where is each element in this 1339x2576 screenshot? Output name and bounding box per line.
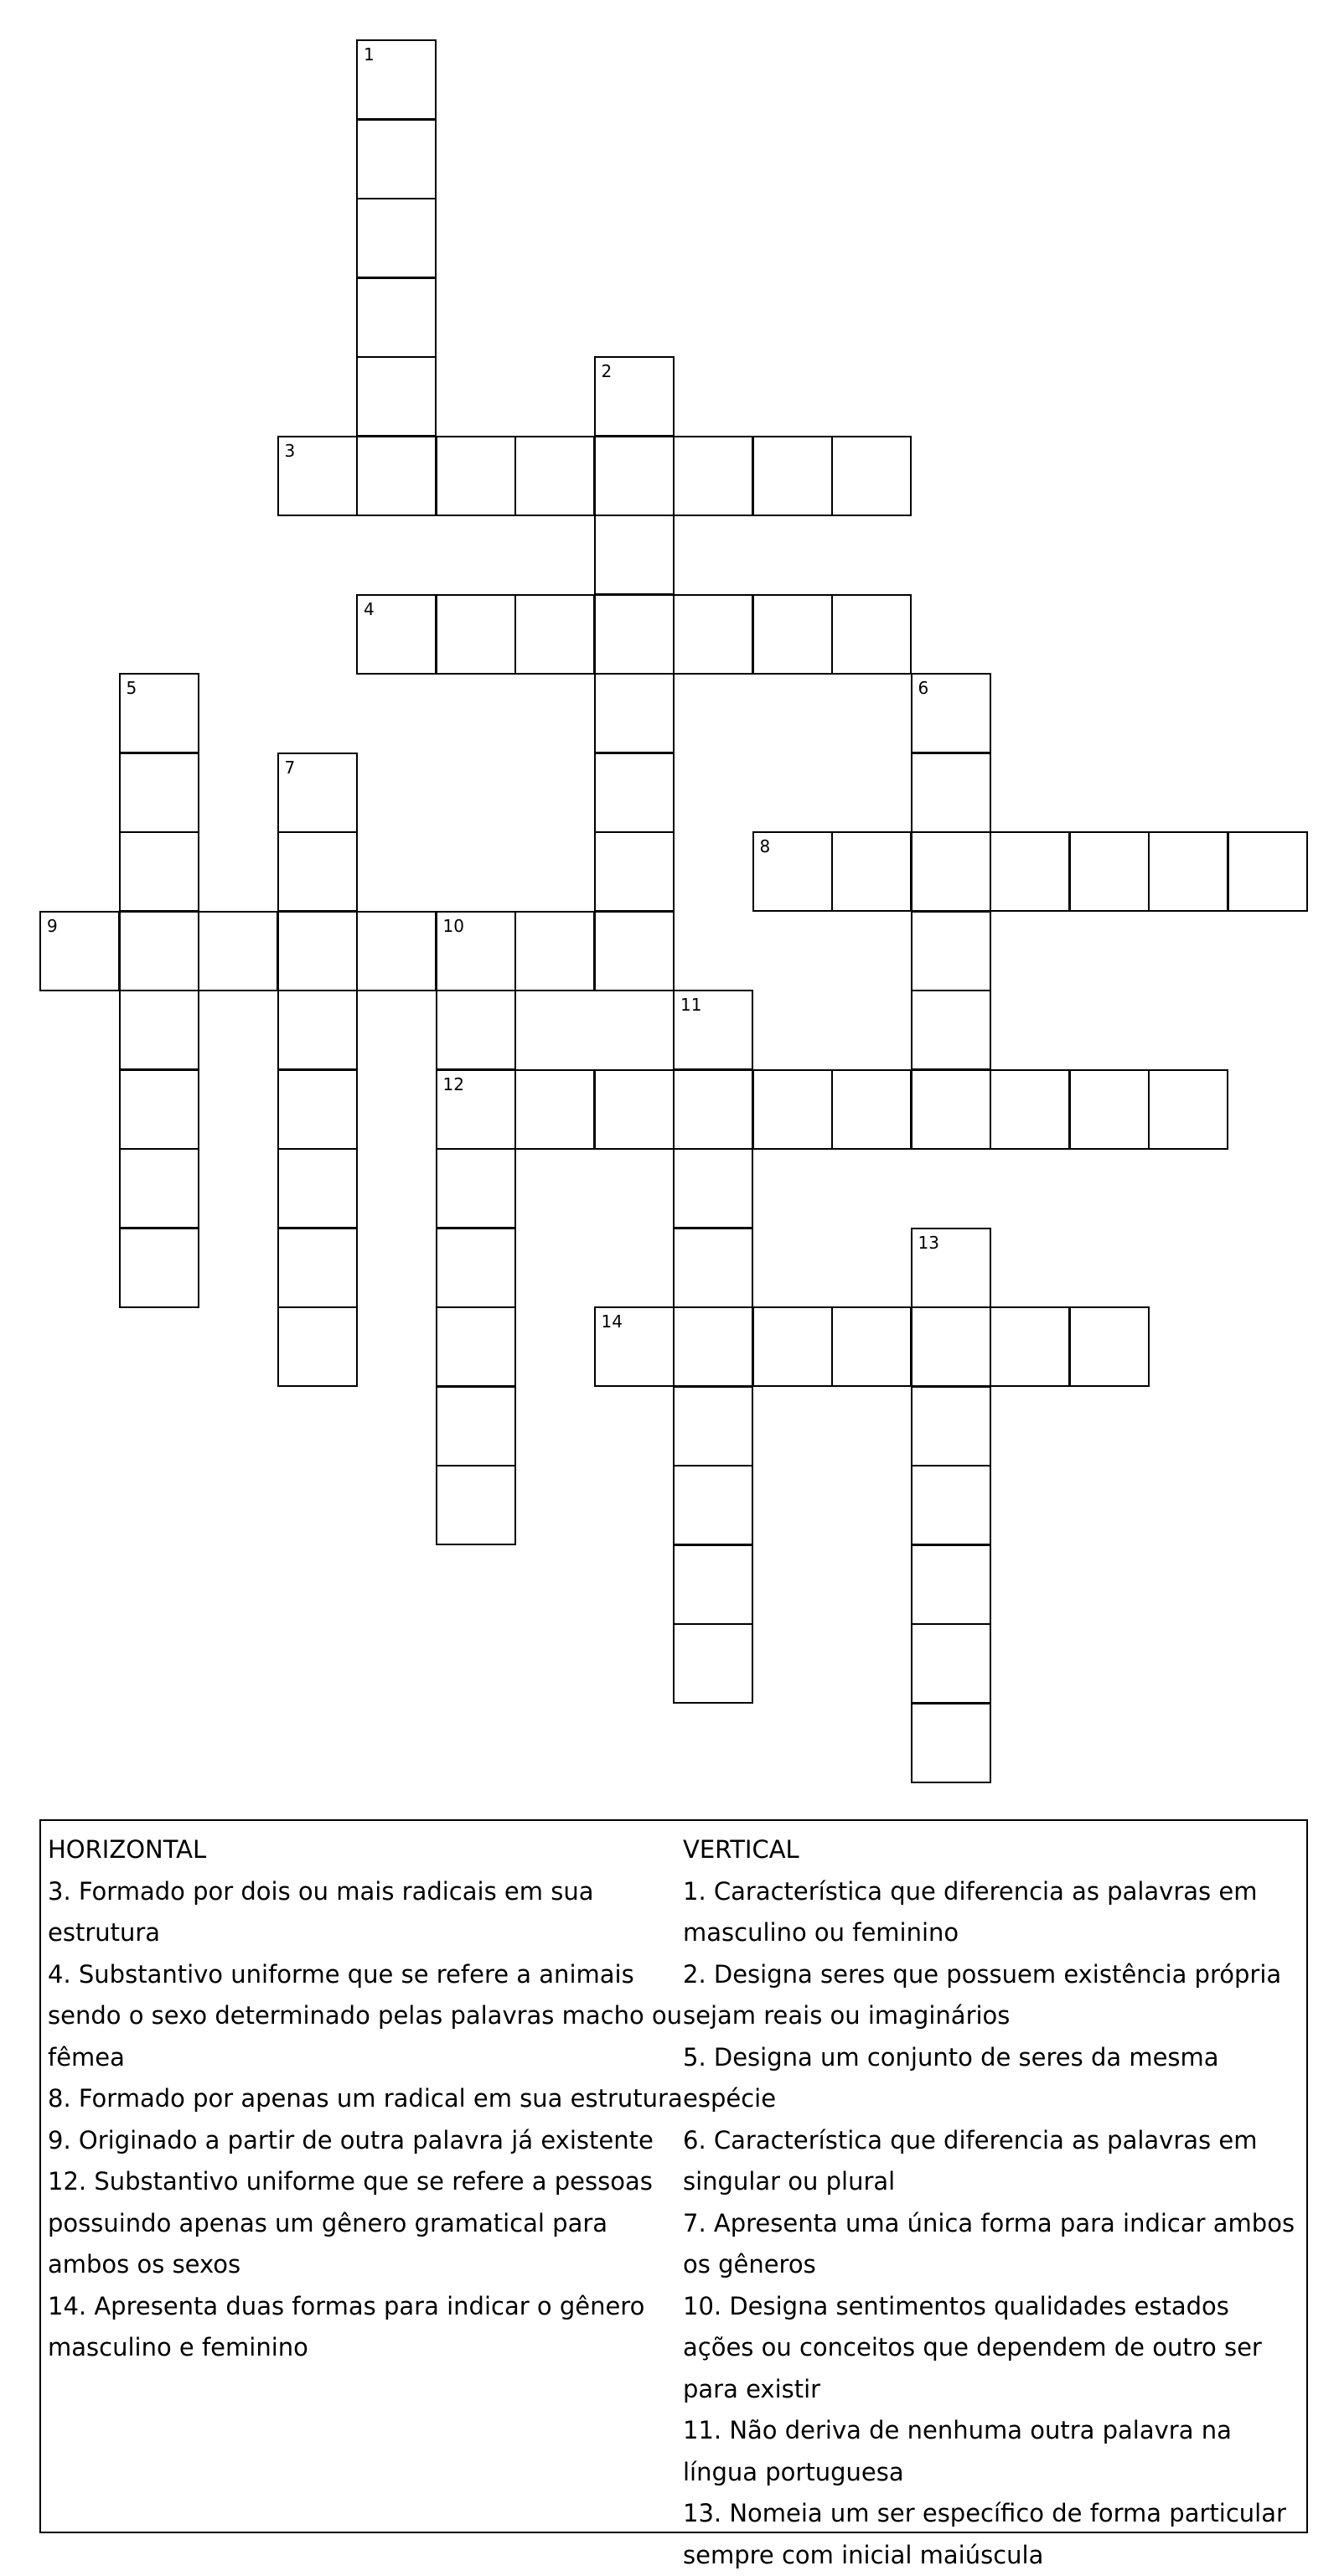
grid-cell[interactable]	[39, 911, 120, 991]
grid-cell[interactable]	[119, 673, 199, 753]
clue-number: 3	[284, 440, 296, 461]
grid-cell[interactable]	[594, 753, 675, 833]
clue-number: 11	[680, 995, 702, 1015]
grid-cell[interactable]	[831, 1069, 912, 1150]
grid-cell[interactable]	[119, 1228, 199, 1308]
grid-cell[interactable]	[119, 1148, 199, 1229]
grid-cell[interactable]	[911, 673, 991, 753]
grid-cell[interactable]	[990, 1069, 1070, 1150]
grid-cell[interactable]	[356, 198, 437, 278]
grid-cell[interactable]	[990, 831, 1070, 912]
grid-cell[interactable]	[911, 753, 991, 833]
clue-down-5: 5. Designa um conjunto de seres da mesma espécie	[683, 2042, 1219, 2113]
grid-cell[interactable]	[911, 1386, 991, 1466]
grid-cell[interactable]	[436, 1228, 516, 1308]
grid-cell[interactable]	[277, 911, 358, 991]
clue-across-4: 4. Substantivo uniforme que se refere a animais sendo o sexo determinado pelas palavras macho ou fêmea	[48, 1959, 683, 2072]
across-clues	[48, 1829, 685, 2369]
grid-cell[interactable]	[277, 436, 358, 516]
grid-cell[interactable]	[277, 1148, 358, 1229]
grid-cell[interactable]	[752, 1306, 833, 1387]
grid-cell[interactable]	[911, 1228, 991, 1308]
grid-cell[interactable]	[594, 594, 675, 675]
grid-cell[interactable]	[514, 594, 595, 675]
clue-number: 13	[918, 1232, 939, 1253]
grid-cell[interactable]	[436, 1148, 516, 1229]
grid-cell[interactable]	[911, 1544, 991, 1625]
clue-down-13: 13. Nomeia um ser específico de forma particular sempre com inicial maiúscula	[683, 2499, 1286, 2569]
grid-cell[interactable]	[436, 1465, 516, 1545]
grid-cell[interactable]	[752, 1069, 833, 1150]
grid-cell[interactable]	[911, 990, 991, 1070]
grid-cell[interactable]	[356, 356, 437, 437]
grid-cell[interactable]	[673, 990, 753, 1070]
grid-cell[interactable]	[514, 436, 595, 516]
grid-cell[interactable]	[594, 356, 675, 437]
grid-cell[interactable]	[119, 831, 199, 912]
grid-cell[interactable]	[752, 594, 833, 675]
clue-down-2: 2. Designa seres que possuem existência própria sejam reais ou imaginários	[683, 1959, 1282, 2030]
clue-down-7: 7. Apresenta uma única forma para indicar ambos os gêneros	[683, 2208, 1295, 2279]
grid-cell[interactable]	[514, 1069, 595, 1150]
grid-cell[interactable]	[911, 1306, 991, 1387]
clue-number: 4	[364, 598, 375, 619]
grid-cell[interactable]	[356, 594, 437, 675]
grid-cell[interactable]	[594, 515, 675, 595]
grid-cell[interactable]	[119, 753, 199, 833]
grid-cell[interactable]	[752, 436, 833, 516]
grid-cell[interactable]	[277, 753, 358, 833]
grid-cell[interactable]	[911, 1703, 991, 1783]
grid-cell[interactable]	[436, 594, 516, 675]
clue-number: 8	[759, 836, 771, 856]
grid-cell[interactable]	[119, 990, 199, 1070]
grid-cell[interactable]	[119, 911, 199, 991]
grid-cell[interactable]	[673, 1069, 753, 1150]
clue-number: 7	[284, 757, 296, 778]
clue-across-3: 3. Formado por dois ou mais radicais em sua estrutura	[48, 1876, 594, 1947]
grid-cell[interactable]	[911, 831, 991, 912]
down-heading: VERTICAL	[683, 1835, 799, 1864]
grid-cell[interactable]	[831, 831, 912, 912]
grid-cell[interactable]	[594, 1069, 675, 1150]
grid-cell[interactable]	[277, 1069, 358, 1150]
grid-cell[interactable]	[673, 1544, 753, 1625]
grid-cell[interactable]	[673, 1623, 753, 1704]
grid-cell[interactable]	[673, 1465, 753, 1545]
grid-cell[interactable]	[831, 594, 912, 675]
grid-cell[interactable]	[673, 1306, 753, 1387]
clue-across-12: 12. Substantivo uniforme que se refere a pessoas possuindo apenas um gênero gramatical para ambos os sexos	[48, 2167, 653, 2279]
clue-number: 2	[601, 361, 613, 381]
grid-cell[interactable]	[436, 1306, 516, 1387]
grid-cell[interactable]	[673, 1148, 753, 1229]
grid-cell[interactable]	[436, 1069, 516, 1150]
clue-number: 9	[47, 915, 58, 936]
grid-cell[interactable]	[356, 277, 437, 358]
clue-number: 6	[918, 678, 929, 698]
clue-number: 1	[364, 44, 375, 65]
clue-down-1: 1. Característica que diferencia as palavras em masculino ou feminino	[683, 1876, 1258, 1947]
grid-cell[interactable]	[673, 436, 753, 516]
grid-cell[interactable]	[356, 436, 437, 516]
down-clues	[683, 1829, 1305, 2576]
grid-cell[interactable]	[436, 911, 516, 991]
grid-cell[interactable]	[673, 1228, 753, 1308]
grid-cell[interactable]	[911, 911, 991, 991]
clue-number: 5	[126, 678, 137, 698]
grid-cell[interactable]	[356, 911, 437, 991]
grid-cell[interactable]	[911, 1623, 991, 1704]
grid-cell[interactable]	[594, 1306, 675, 1387]
clue-down-6: 6. Característica que diferencia as palavras em singular ou plural	[683, 2125, 1258, 2196]
grid-cell[interactable]	[277, 1228, 358, 1308]
clue-across-9: 9. Originado a partir de outra palavra já existente	[48, 2125, 654, 2154]
grid-cell[interactable]	[911, 1465, 991, 1545]
grid-cell[interactable]	[1069, 831, 1150, 912]
clue-down-11: 11. Não deriva de nenhuma outra palavra na língua portuguesa	[683, 2416, 1232, 2486]
clues-box	[39, 1819, 1308, 2569]
grid-cell[interactable]	[514, 911, 595, 991]
grid-cell[interactable]	[277, 831, 358, 912]
grid-cell[interactable]	[594, 831, 675, 912]
clue-across-8: 8. Formado por apenas um radical em sua estrutura	[48, 2084, 683, 2113]
grid-cell[interactable]	[1148, 1069, 1228, 1150]
grid-cell[interactable]	[673, 1386, 753, 1466]
grid-cell[interactable]	[1148, 831, 1228, 912]
grid-cell[interactable]	[356, 119, 437, 199]
grid-cell[interactable]	[1228, 831, 1308, 912]
grid-cell[interactable]	[911, 1069, 991, 1150]
grid-cell[interactable]	[594, 436, 675, 516]
clue-number: 10	[442, 915, 464, 936]
grid-cell[interactable]	[594, 673, 675, 753]
grid-cell[interactable]	[436, 990, 516, 1070]
grid-cell[interactable]	[1069, 1306, 1150, 1387]
grid-cell[interactable]	[831, 1306, 912, 1387]
grid-cell[interactable]	[198, 911, 278, 991]
grid-cell[interactable]	[436, 436, 516, 516]
grid-cell[interactable]	[1069, 1069, 1150, 1150]
grid-cell[interactable]	[990, 1306, 1070, 1387]
grid-cell[interactable]	[436, 1386, 516, 1466]
grid-cell[interactable]	[673, 594, 753, 675]
clue-number: 14	[601, 1311, 623, 1332]
grid-cell[interactable]	[831, 436, 912, 516]
grid-cell[interactable]	[277, 990, 358, 1070]
across-heading: HORIZONTAL	[48, 1835, 207, 1864]
clue-number: 12	[442, 1073, 464, 1094]
grid-cell[interactable]	[752, 831, 833, 912]
clue-down-10: 10. Designa sentimentos qualidades estados ações ou conceitos que dependem de outro ser para existir	[683, 2291, 1262, 2403]
grid-cell[interactable]	[594, 911, 675, 991]
grid-cell[interactable]	[277, 1306, 358, 1387]
grid-cell[interactable]	[356, 39, 437, 120]
grid-cell[interactable]	[119, 1069, 199, 1150]
clue-across-14: 14. Apresenta duas formas para indicar o gênero masculino e feminino	[48, 2291, 645, 2361]
